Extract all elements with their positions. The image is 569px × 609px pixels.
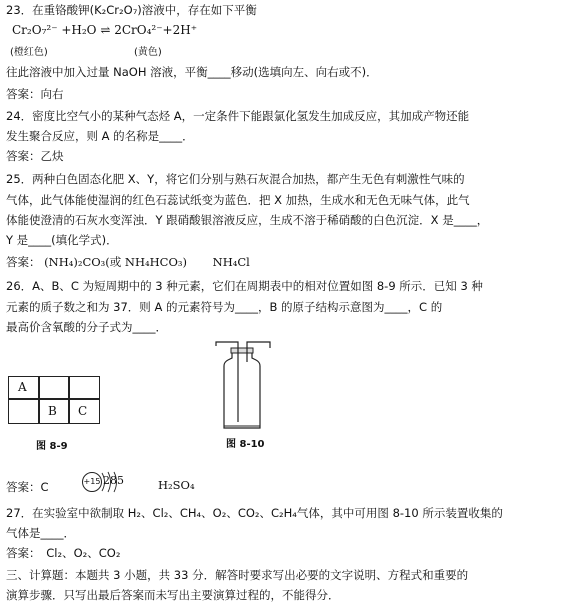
atom-diagram (82, 470, 142, 494)
cell-c-box (68, 398, 100, 424)
cell-a-box (8, 376, 40, 400)
q25-answer (6, 254, 250, 271)
q27-line1: 27．在实验室中欲制取 H₂、Cl₂、CH₄、O₂、CO₂、C₂H₄气体，其中可用图 8-10 所示装置收集的 (6, 506, 503, 520)
q23-color-right: (黄色) (134, 47, 162, 58)
cell-empty-bottom (8, 398, 40, 424)
cell-empty-top-right (68, 376, 100, 400)
q24-answer: 答案：乙炔 (6, 149, 64, 163)
q26-line2: 元素的质子数之和为 37．则 A 的元素符号为____，B 的原子结构示意图为____，C 的 (6, 300, 443, 314)
q26-line3: 最高价含氧酸的分子式为____． (6, 320, 167, 334)
q25-answer-y: NH₄Cl (212, 255, 250, 269)
fig-8-9-caption: 图 8-9 (36, 441, 68, 452)
q23-question: 往此溶液中加入过量 NaOH 溶液，平衡____移动(选填向左、向右或不)． (6, 65, 378, 79)
atom-nucleus: +15 (82, 472, 102, 492)
cell-a-label: A (18, 380, 27, 394)
q23-stem: 23．在重铬酸钾(K₂Cr₂O₇)溶液中，存在如下平衡 (6, 3, 257, 17)
q27-answer: 答案： Cl₂、O₂、CO₂ (6, 546, 121, 560)
q26-answer-acid: H₂SO₄ (158, 478, 195, 492)
q26-answer-label: 答案：C (6, 480, 49, 494)
q23-color-left: (橙红色) (10, 47, 48, 58)
q23-answer: 答案：向右 (6, 87, 64, 101)
q26-line1: 26．A、B、C 为短周期中的 3 种元素，它们在周期表中的相对位置如图 8-9 所示．已知 3 种 (6, 279, 483, 293)
q27-line2: 气体是____． (6, 526, 75, 540)
q25-line2: 气体，此气体能使湿润的红色石蕊试纸变为蓝色．把 X 加热，生成水和无色无味气体，此气 (6, 193, 470, 207)
q26-answer (6, 479, 49, 496)
section3-line1: 三、计算题：本题共 3 小题，共 33 分．解答时要求写出必要的文字说明、方程式和重要的 (6, 568, 469, 582)
q24-line1: 24．密度比空气小的某种气态烃 A，一定条件下能跟氯化氢发生加成反应，其加成产物还能 (6, 109, 470, 123)
q25-answer-label: 答案： (6, 255, 41, 269)
q25-answer-x: (NH₄)₂CO₃(或 NH₄HCO₃) (44, 255, 187, 269)
gas-bottle-drawing (212, 340, 278, 432)
q23-equation: Cr₂O₇²⁻ +H₂O ⇌ 2CrO₄²⁻+2H⁺ (12, 23, 198, 37)
cell-b-label: B (48, 404, 57, 418)
atom-shells: 285 (103, 474, 124, 487)
section3-line2: 演算步骤．只写出最后答案而未写出主要演算过程的，不能得分． (6, 588, 340, 602)
fig-8-10-caption: 图 8-10 (226, 439, 265, 450)
q25-line4: Y 是____(填化学式)． (6, 233, 118, 247)
cell-c-label: C (78, 404, 88, 418)
cell-empty-top (38, 376, 70, 400)
q25-line3: 体能使澄清的石灰水变浑浊．Y 跟硝酸银溶液反应，生成不溶于稀硝酸的白色沉淀．X 是____， (6, 213, 489, 227)
q25-line1: 25．两种白色固态化肥 X、Y，将它们分别与熟石灰混合加热，都产生无色有刺激性气味的 (6, 172, 465, 186)
q24-line2: 发生聚合反应，则 A 的名称是____． (6, 129, 194, 143)
cell-b-box (38, 398, 70, 424)
